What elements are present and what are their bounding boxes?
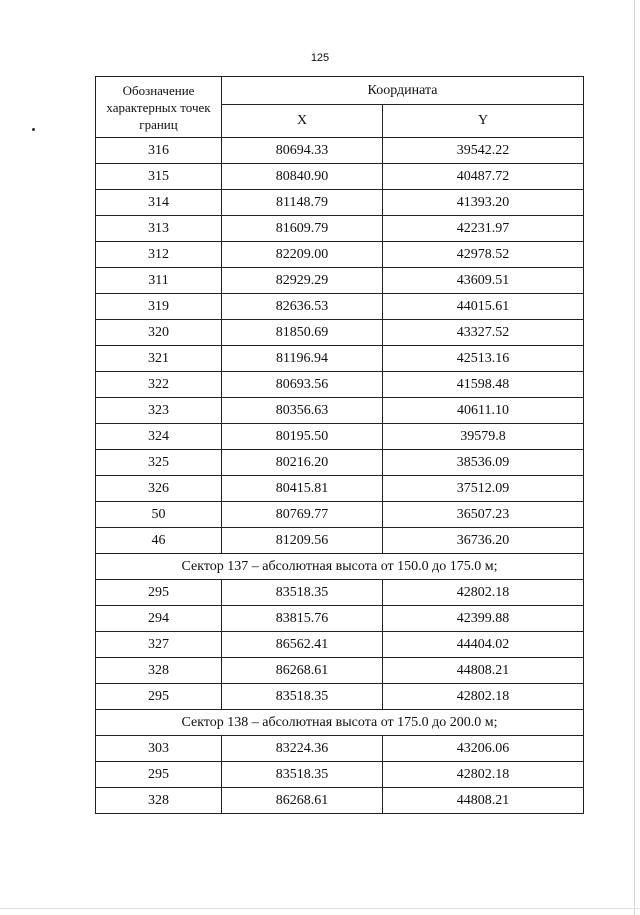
point-id-cell: 314 — [96, 190, 222, 216]
point-id-cell: 328 — [96, 788, 222, 814]
table-row — [96, 632, 584, 658]
coord-x-cell: 86562.41 — [222, 632, 383, 658]
coord-y-cell: 36736.20 — [383, 528, 584, 554]
table-body — [96, 138, 584, 814]
sector-row — [96, 554, 584, 580]
table-row — [96, 450, 584, 476]
coord-x-cell: 83518.35 — [222, 580, 383, 606]
coord-y-cell: 43327.52 — [383, 320, 584, 346]
coord-y-cell: 42513.16 — [383, 346, 584, 372]
coord-x-cell: 83518.35 — [222, 762, 383, 788]
table-row — [96, 580, 584, 606]
scan-bottom-line — [0, 908, 640, 909]
scan-speck — [32, 128, 35, 131]
point-id-cell: 323 — [96, 398, 222, 424]
coord-y-cell: 40611.10 — [383, 398, 584, 424]
table-row — [96, 788, 584, 814]
table-row — [96, 216, 584, 242]
header-coordinate: Координата — [222, 77, 584, 105]
table-row — [96, 736, 584, 762]
coord-x-cell: 82929.29 — [222, 268, 383, 294]
coord-x-cell: 81148.79 — [222, 190, 383, 216]
point-id-cell: 295 — [96, 684, 222, 710]
table-row — [96, 372, 584, 398]
point-id-cell: 312 — [96, 242, 222, 268]
coord-y-cell: 37512.09 — [383, 476, 584, 502]
coord-y-cell: 42399.88 — [383, 606, 584, 632]
coord-y-cell: 40487.72 — [383, 164, 584, 190]
point-id-cell: 319 — [96, 294, 222, 320]
table-row — [96, 346, 584, 372]
table-row — [96, 294, 584, 320]
coord-x-cell: 81850.69 — [222, 320, 383, 346]
coord-y-cell: 44808.21 — [383, 788, 584, 814]
coord-y-cell: 44808.21 — [383, 658, 584, 684]
table-row — [96, 684, 584, 710]
coord-x-cell: 80769.77 — [222, 502, 383, 528]
coord-y-cell: 42802.18 — [383, 684, 584, 710]
sector-caption: Сектор 137 – абсолютная высота от 150.0 до 175.0 м; — [96, 554, 584, 580]
coord-x-cell: 81196.94 — [222, 346, 383, 372]
coord-y-cell: 42231.97 — [383, 216, 584, 242]
sector-caption: Сектор 138 – абсолютная высота от 175.0 до 200.0 м; — [96, 710, 584, 736]
coord-x-cell: 80693.56 — [222, 372, 383, 398]
point-id-cell: 322 — [96, 372, 222, 398]
coord-y-cell: 42978.52 — [383, 242, 584, 268]
scan-edge-line — [634, 0, 635, 915]
point-id-cell: 311 — [96, 268, 222, 294]
point-id-cell: 326 — [96, 476, 222, 502]
table-row — [96, 658, 584, 684]
table-row — [96, 320, 584, 346]
point-id-cell: 50 — [96, 502, 222, 528]
point-id-cell: 316 — [96, 138, 222, 164]
coord-y-cell: 41393.20 — [383, 190, 584, 216]
coord-x-cell: 80195.50 — [222, 424, 383, 450]
sector-row — [96, 710, 584, 736]
coord-x-cell: 80356.63 — [222, 398, 383, 424]
table-row — [96, 502, 584, 528]
table-row — [96, 398, 584, 424]
table-row — [96, 138, 584, 164]
point-id-cell: 295 — [96, 580, 222, 606]
coord-x-cell: 86268.61 — [222, 788, 383, 814]
table-row — [96, 268, 584, 294]
coord-x-cell: 82209.00 — [222, 242, 383, 268]
coord-x-cell: 80415.81 — [222, 476, 383, 502]
coord-y-cell: 44404.02 — [383, 632, 584, 658]
point-id-cell: 328 — [96, 658, 222, 684]
coord-x-cell: 81609.79 — [222, 216, 383, 242]
header-point-label: Обозначение характерных точек границ — [96, 77, 222, 138]
coord-x-cell: 83518.35 — [222, 684, 383, 710]
coordinates-table — [95, 76, 584, 814]
coord-y-cell: 42802.18 — [383, 762, 584, 788]
point-id-cell: 327 — [96, 632, 222, 658]
point-id-cell: 294 — [96, 606, 222, 632]
point-id-cell: 320 — [96, 320, 222, 346]
table-row — [96, 528, 584, 554]
table-row — [96, 606, 584, 632]
point-id-cell: 46 — [96, 528, 222, 554]
point-id-cell: 315 — [96, 164, 222, 190]
table-row — [96, 762, 584, 788]
table-row — [96, 190, 584, 216]
header-y: Y — [383, 105, 584, 138]
table-row — [96, 164, 584, 190]
point-id-cell: 324 — [96, 424, 222, 450]
point-id-cell: 313 — [96, 216, 222, 242]
point-id-cell: 303 — [96, 736, 222, 762]
coord-x-cell: 80840.90 — [222, 164, 383, 190]
coord-y-cell: 43206.06 — [383, 736, 584, 762]
page-number: 125 — [310, 52, 330, 64]
table-row — [96, 476, 584, 502]
coord-y-cell: 38536.09 — [383, 450, 584, 476]
coord-y-cell: 42802.18 — [383, 580, 584, 606]
coord-x-cell: 80694.33 — [222, 138, 383, 164]
coord-y-cell: 41598.48 — [383, 372, 584, 398]
coord-y-cell: 39542.22 — [383, 138, 584, 164]
coord-x-cell: 83815.76 — [222, 606, 383, 632]
coord-y-cell: 39579.8 — [383, 424, 584, 450]
coord-x-cell: 86268.61 — [222, 658, 383, 684]
coord-x-cell: 81209.56 — [222, 528, 383, 554]
point-id-cell: 325 — [96, 450, 222, 476]
coord-x-cell: 80216.20 — [222, 450, 383, 476]
header-x: X — [222, 105, 383, 138]
coord-y-cell: 36507.23 — [383, 502, 584, 528]
coord-x-cell: 83224.36 — [222, 736, 383, 762]
coord-y-cell: 43609.51 — [383, 268, 584, 294]
coord-x-cell: 82636.53 — [222, 294, 383, 320]
point-id-cell: 321 — [96, 346, 222, 372]
coord-y-cell: 44015.61 — [383, 294, 584, 320]
table-row — [96, 242, 584, 268]
point-id-cell: 295 — [96, 762, 222, 788]
table-row — [96, 424, 584, 450]
